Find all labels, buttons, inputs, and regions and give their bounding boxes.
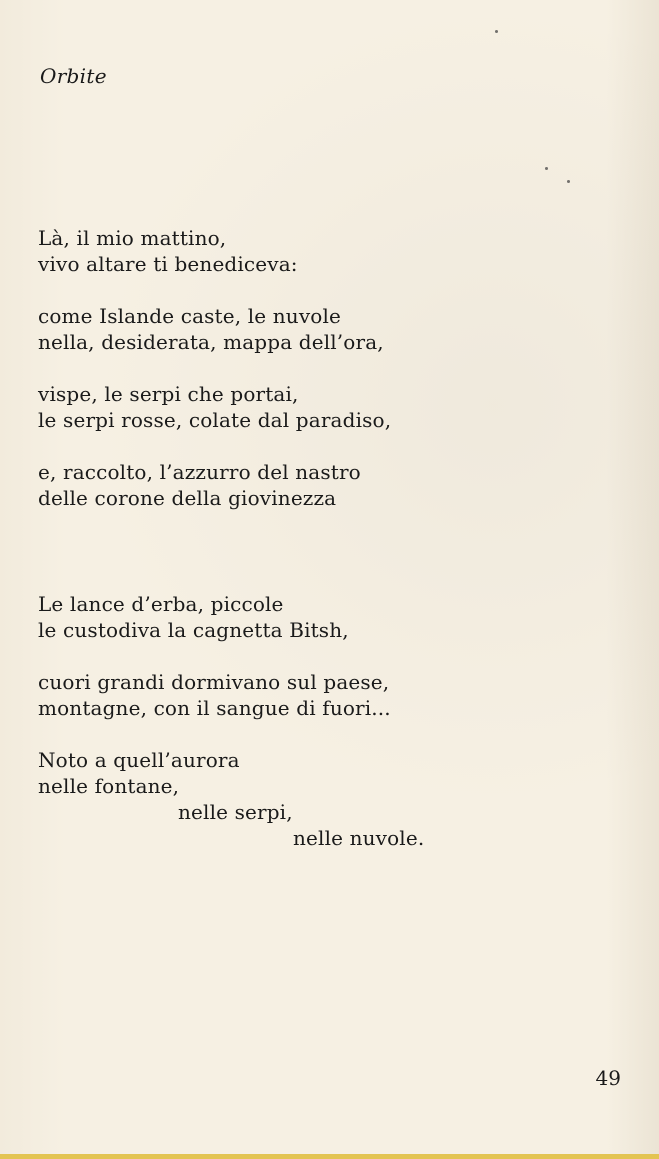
poem-line: le custodiva la cagnetta Bitsh, bbox=[38, 618, 349, 642]
running-title: Orbite bbox=[40, 64, 107, 88]
poem-line: delle corone della giovinezza bbox=[38, 486, 337, 510]
stanza bbox=[38, 669, 618, 721]
stanza bbox=[38, 591, 618, 643]
stanza bbox=[38, 381, 618, 433]
poem-line: cuori grandi dormivano sul paese, bbox=[38, 670, 390, 694]
stanza bbox=[38, 747, 618, 851]
page-edge bbox=[0, 1154, 659, 1159]
poem-line: vivo altare ti benediceva: bbox=[38, 252, 298, 276]
stanza bbox=[38, 303, 618, 355]
poem-line: nelle fontane, bbox=[38, 774, 180, 798]
poem-line: vispe, le serpi che portai, bbox=[38, 382, 299, 406]
poem-line-indented: nelle serpi, bbox=[178, 800, 293, 824]
poem-line: come Islande caste, le nuvole bbox=[38, 304, 342, 328]
ink-speck bbox=[567, 180, 570, 183]
poem-line: nella, desiderata, mappa dell’ora, bbox=[38, 330, 384, 354]
poem-line: Là, il mio mattino, bbox=[38, 226, 227, 250]
stanza bbox=[38, 225, 618, 277]
poem-line-indented: nelle nuvole. bbox=[293, 826, 425, 850]
poem-line: le serpi rosse, colate dal paradiso, bbox=[38, 408, 392, 432]
poem-line: Le lance d’erba, piccole bbox=[38, 592, 284, 616]
stanza bbox=[38, 459, 618, 511]
ink-speck bbox=[495, 30, 498, 33]
poem-line: Noto a quell’aurora bbox=[38, 748, 240, 772]
poem-line: montagne, con il sangue di fuori... bbox=[38, 696, 391, 720]
page-number: 49 bbox=[595, 1066, 621, 1090]
poem-body bbox=[38, 225, 618, 877]
poem-line: e, raccolto, l’azzurro del nastro bbox=[38, 460, 361, 484]
ink-speck bbox=[545, 167, 548, 170]
